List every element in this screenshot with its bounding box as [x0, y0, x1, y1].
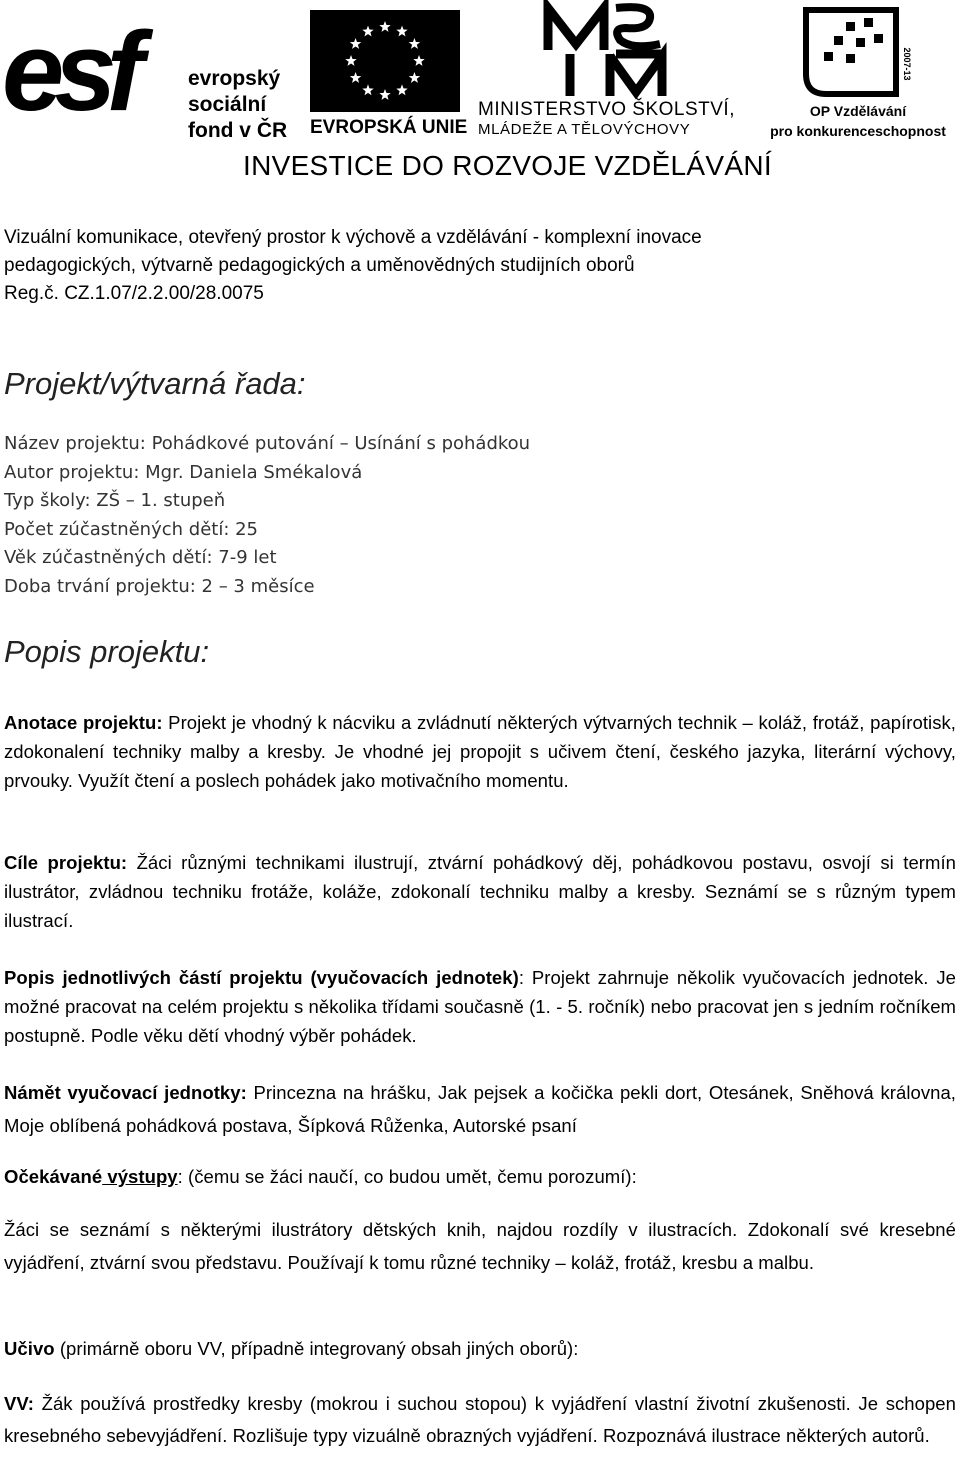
ocekavane-label-underlined: výstupy	[102, 1166, 178, 1187]
info-pocet: Počet zúčastněných dětí: 25	[4, 518, 259, 540]
anotace-label: Anotace projektu:	[4, 712, 163, 733]
esf-mark: esf	[2, 9, 134, 134]
eu-logo	[308, 10, 468, 140]
vv-text: Žák používá prostředky kresby (mokrou i suchou stopou) k vyjádření vlastní životní zkušenosti. Je schopen kresebného sebevyjádření. Rozlišuje typy vizuálně obrazných vyjádření. Rozpoznává ilustrace některých autorů.	[4, 1393, 956, 1446]
op-years: 2007-13	[902, 47, 912, 81]
intro-block	[4, 224, 956, 308]
cile-label: Cíle projektu:	[4, 852, 128, 873]
intro-line3: Reg.č. CZ.1.07/2.2.00/28.0075	[4, 283, 264, 304]
logo-bar	[0, 0, 960, 190]
info-doba: Doba trvání projektu: 2 – 3 měsíce	[4, 575, 315, 597]
section-title-popis: Popis projektu:	[4, 634, 210, 669]
msmt-logo	[478, 4, 748, 138]
ocekavane-text: : (čemu se žáci naučí, co budou umět, čemu porozumí):	[177, 1166, 637, 1187]
esf-logo	[2, 10, 302, 145]
popis-casti-text: : Projekt zahrnuje několik vyučovacích jednotek. Je možné pracovat na celém projektu s několika třídami současně (1. - 5. ročník) nebo pracovat jen s jedním ročníkem postupně. Podle věku dětí vhodný výběr pohádek.	[4, 967, 957, 1046]
ucivo-text: (primárně oboru VV, případně integrovaný obsah jiných oborů):	[54, 1338, 579, 1359]
info-typ: Typ školy: ZŠ – 1. stupeň	[4, 490, 226, 511]
eu-label: EVROPSKÁ UNIE	[310, 117, 468, 138]
op-logo	[760, 4, 956, 144]
cile-text: Žáci různými technikami ilustrují, ztvární pohádkový děj, pohádkovou postavu, osvojí si termín ilustrátor, zvládnou techniku frotáže, koláže, zdokonalí techniku malby a kresby. Seznámí se s různým typem ilustrací.	[4, 852, 956, 931]
info-nazev: Název projektu: Pohádkové putování – Usínání s pohádkou	[4, 433, 531, 454]
info-autor: Autor projektu: Mgr. Daniela Smékalová	[4, 461, 363, 483]
info-vek: Věk zúčastněných dětí: 7-9 let	[4, 547, 277, 568]
msmt-line1: MINISTERSTVO ŠKOLSTVÍ,	[478, 99, 735, 120]
popis-casti-paragraph	[4, 963, 956, 1050]
popis-casti-label: Popis jednotlivých částí projektu (vyučovacích jednotek)	[4, 967, 519, 988]
zaci-paragraph	[4, 1214, 956, 1279]
ocekavane-label: Očekávané	[4, 1166, 103, 1187]
msmt-monogram-icon	[542, 4, 672, 100]
vv-paragraph	[4, 1388, 956, 1452]
investice-banner: INVESTICE DO ROZVOJE VZDĚLÁVÁNÍ	[243, 150, 772, 181]
ucivo-paragraph	[4, 1334, 956, 1363]
anotace-text: Projekt je vhodný k nácviku a zvládnutí některých výtvarných technik – koláž, frotáž, papírotisk, zdokonalení techniky malby a kresby. Je vhodné jej propojit s učivem čtení, českého jazyka, literární výchovy, prvouky. Využít čtení a poslech pohádek jako motivačního momentu.	[4, 712, 956, 791]
project-info	[4, 430, 956, 601]
zaci-text: Žáci se seznámí s některými ilustrátory dětských knih, najdou rozdíly v ilustracích. Zdokonalí své kresebné vyjádření, ztvární svou představu. Používají k tomu různé techniky – koláž, frotáž, kresbu a malbu.	[4, 1219, 956, 1273]
ocekavane-paragraph	[4, 1162, 956, 1191]
intro-line2: pedagogických, výtvarně pedagogických a uměnovědných studijních oborů	[4, 255, 635, 276]
section-title-projekt: Projekt/výtvarná řada:	[4, 366, 306, 401]
intro-line1: Vizuální komunikace, otevřený prostor k výchově a vzdělávání - komplexní inovace	[4, 227, 702, 248]
ucivo-label: Učivo	[4, 1338, 55, 1359]
esf-caption: evropský sociální fond v ČR	[188, 67, 288, 142]
op-line2: pro konkurenceschopnost	[770, 123, 946, 139]
eu-flag-icon	[310, 10, 460, 112]
op-emblem-icon	[800, 4, 910, 100]
op-line1: OP Vzdělávání	[809, 103, 907, 119]
anotace-paragraph	[4, 708, 956, 795]
namet-paragraph	[4, 1076, 956, 1142]
namet-label: Námět vyučovací jednotky:	[4, 1082, 247, 1103]
cile-paragraph	[4, 848, 956, 935]
vv-label: VV:	[4, 1393, 34, 1414]
msmt-line2: MLÁDEŽE A TĚLOVÝCHOVY	[478, 121, 691, 138]
namet-text: Princezna na hrášku, Jak pejsek a kočička pekli dort, Otesánek, Sněhová královna, Moje oblíbená pohádková postava, Šípková Růženka, Autorské psaní	[4, 1082, 956, 1136]
